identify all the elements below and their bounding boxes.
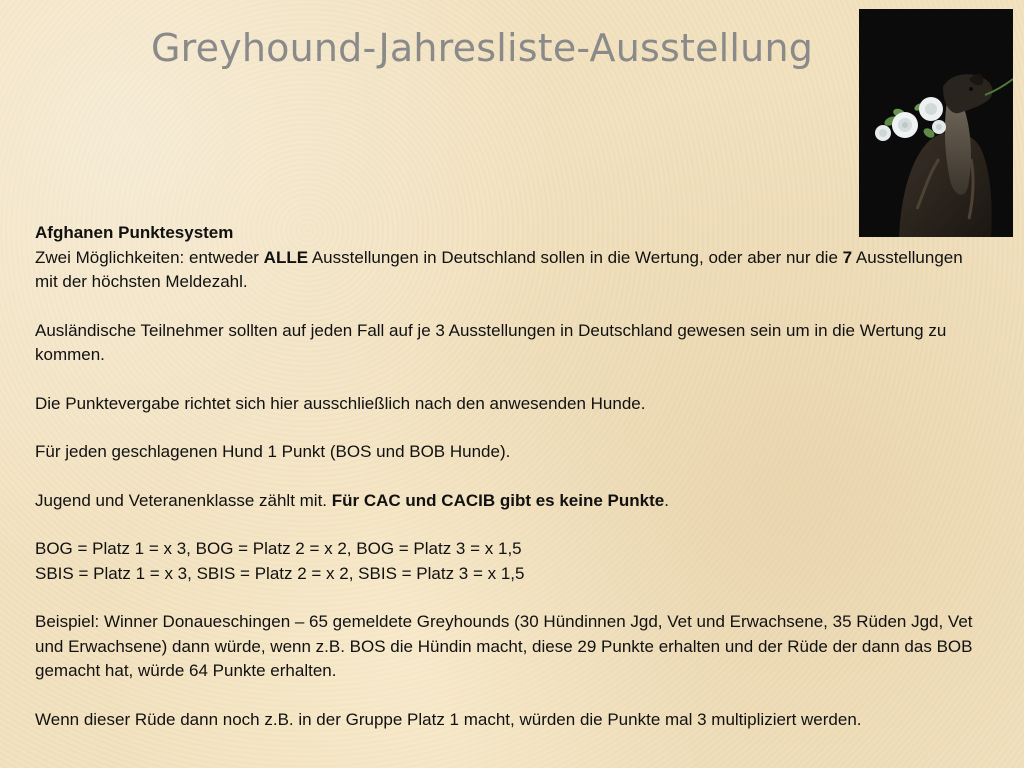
paragraph-foreign-participants: Ausländische Teilnehmer sollten auf jeden Fall auf je 3 Ausstellungen in Deutschland gewesen sein um in die Wertung zu kommen. [35, 320, 947, 364]
paragraph-sbis-multipliers: SBIS = Platz 1 = x 3, SBIS = Platz 2 = x 2, SBIS = Platz 3 = x 1,5 [35, 563, 525, 583]
slide-title: Greyhound-Jahresliste-Ausstellung [150, 26, 814, 70]
paragraph-example: Beispiel: Winner Donaueschingen – 65 gemeldete Greyhounds (30 Hündinnen Jgd, Vet und Erwachsene, 35 Rüden Jgd, Vet und Erwachsene) dann würde, wenn z.B. BOS die Hündin macht, diese 29 Punkte erhalten und der Rüde der dann das BOB gemacht hat, würde 64 Punkte erhalten. [35, 612, 973, 680]
paragraph-classes [35, 489, 990, 514]
paragraph-point-per-dog: Für jeden geschlagenen Hund 1 Punkt (BOS und BOB Hunde). [35, 442, 511, 461]
text-run: Jugend und Veteranenklasse zählt mit. [35, 490, 332, 510]
paragraph-group-multiplier: Wenn dieser Rüde dann noch z.B. in der Gruppe Platz 1 macht, würden die Punkte mal 3 multipliziert werden. [35, 709, 862, 729]
text-run: Ausstellungen mit der höchsten Meldezahl. [35, 247, 963, 291]
paragraph-bog-multipliers: BOG = Platz 1 = x 3, BOG = Platz 2 = x 2, BOG = Platz 3 = x 1,5 [35, 539, 522, 558]
greyhound-photo [859, 9, 1013, 237]
paragraph-options [35, 246, 990, 295]
text-run: Zwei Möglichkeiten: entweder [35, 247, 264, 267]
emphasis-no-points: Für CAC und CACIB gibt es keine Punkte [331, 490, 665, 510]
slide-body [35, 221, 990, 732]
paragraph-points-basis: Die Punktevergabe richtet sich hier ausschließlich nach den anwesenden Hunde. [35, 393, 646, 413]
text-run: . [664, 490, 669, 510]
emphasis-alle: ALLE [263, 247, 309, 267]
section-heading: Afghanen Punktesystem [35, 223, 234, 242]
emphasis-seven: 7 [842, 247, 853, 267]
text-run: Ausstellungen in Deutschland sollen in die Wertung, oder aber nur die [308, 247, 843, 267]
greyhound-with-roses-image [859, 9, 1013, 237]
